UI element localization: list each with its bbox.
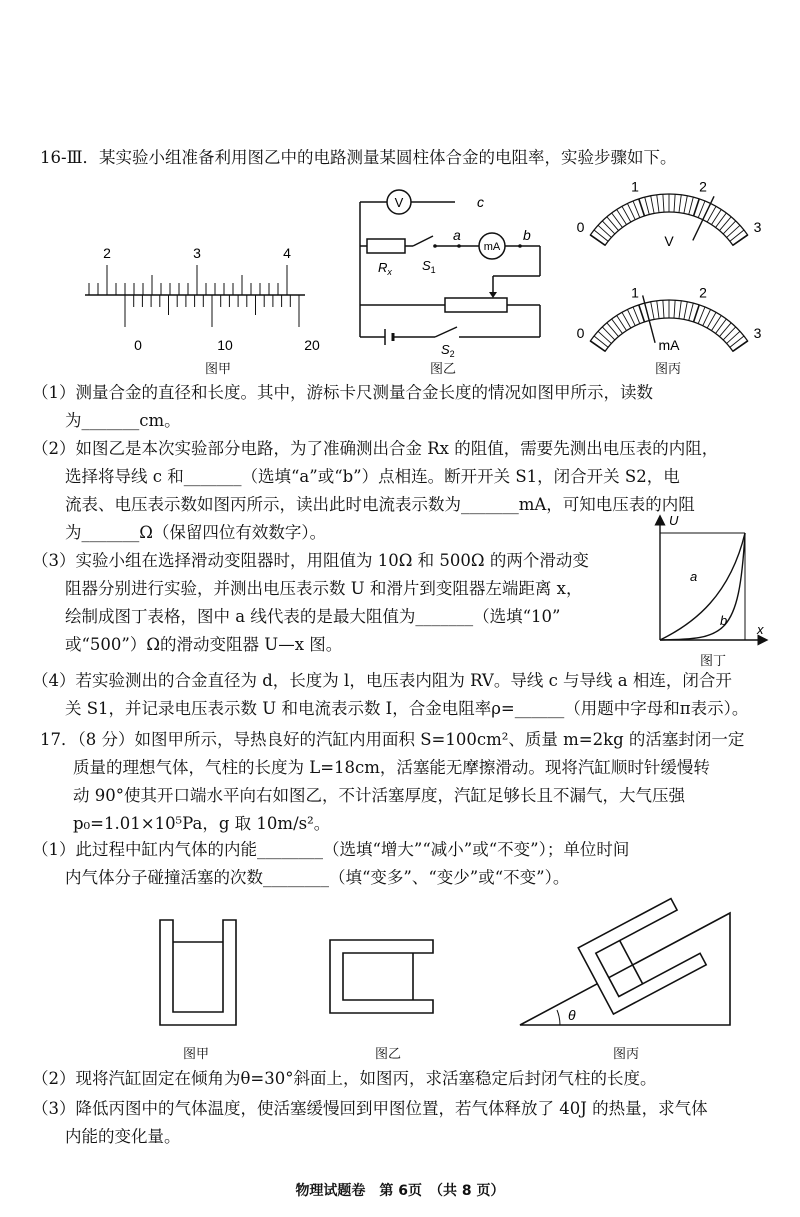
q16-line-5: 流表、电压表示数如图丙所示，读出此时电流表示数为_______mA，可知电压表的内阻 — [32, 495, 695, 514]
vernier-caliper-figure — [85, 240, 320, 370]
q17-line-9: 内能的变化量。 — [32, 1127, 181, 1146]
vernier-scale-ticks — [125, 295, 299, 327]
main-scale-ticks — [89, 265, 287, 295]
y-axis-label: U — [669, 513, 679, 528]
meter-scale-label: 1 — [631, 284, 639, 301]
curve-a — [660, 533, 745, 640]
meter-tick — [598, 225, 611, 237]
fig-ding-caption: 图丁 — [700, 654, 727, 669]
label-s2: $S_2$ — [441, 342, 455, 359]
meter-tick — [689, 197, 694, 214]
theta-label: θ — [568, 1007, 576, 1023]
q17-line-5: （1）此过程中缸内气体的内能________（选填“增大”“减小”或“不变”）；单位时间 — [32, 840, 630, 859]
q16-line-7: （3）实验小组在选择滑动变阻器时，用阻值为 10Ω 和 500Ω 的两个滑动变 — [32, 551, 589, 570]
label-rx: $R_x$ — [378, 260, 392, 277]
label-c: c — [477, 194, 484, 210]
label-b: b — [523, 227, 531, 243]
meter-tick — [679, 195, 681, 213]
curve-b — [660, 533, 745, 640]
label-s1: $S_1$ — [422, 258, 436, 275]
meter-tick — [607, 217, 619, 231]
meter-tick — [733, 341, 748, 351]
cylinder-horizontal — [328, 938, 440, 1018]
meter-tick — [723, 221, 736, 234]
q16-line-10: 或“500”）Ω的滑动变阻器 U—x 图。 — [32, 635, 343, 654]
main-label-4: 4 — [283, 245, 291, 261]
meter-tick — [633, 307, 640, 324]
q17-line-3: 动 90°使其开口端水平向右如图乙，不计活塞厚度，汽缸足够长且不漏气，大气压强 — [40, 786, 685, 805]
meters-figure — [565, 178, 775, 353]
meter-tick — [602, 327, 615, 340]
meter-tick — [694, 305, 700, 322]
meter-scale-label: 0 — [576, 219, 585, 236]
fig17-yi-caption: 图乙 — [375, 1047, 402, 1062]
meter-tick — [684, 302, 687, 320]
meter-tick — [598, 331, 611, 343]
q16-line-11: （4）若实验测出的合金直径为 d，长度为 l，电压表内阻为 RV。导线 c 与导线 a 相连，闭合开 — [32, 671, 732, 690]
meter-tick — [679, 301, 681, 319]
ma-unit: mA — [658, 337, 680, 353]
meter-tick — [698, 201, 705, 218]
q17-line-6: 内气体分子碰撞活塞的次数________（填“变多”、“变少”或“不变”）。 — [32, 868, 570, 887]
meter-scale-label: 0 — [576, 325, 585, 342]
meter-tick — [694, 199, 700, 216]
meter-tick — [590, 341, 605, 351]
meter-tick — [645, 197, 650, 214]
ammeter-symbol: mA — [483, 241, 501, 253]
q17-line-7: （2）现将汽缸固定在倾角为θ=30°斜面上，如图丙，求活塞稳定后封闭气柱的长度。 — [32, 1069, 657, 1088]
page-footer: 物理试题卷 第 6页 （共 8 页） — [295, 1183, 505, 1199]
cylinder-on-incline — [520, 895, 745, 1030]
q16-line-4: 选择将导线 c 和_______（选填“a”或“b”）点相连。断开开关 S1，闭合开关 S2，电 — [32, 467, 680, 486]
meter-tick — [602, 221, 615, 234]
meter-scale-label: 3 — [753, 325, 762, 342]
meter-tick — [698, 307, 705, 324]
fig17-bing-caption: 图丙 — [613, 1047, 640, 1062]
meter-tick — [674, 194, 675, 212]
meter-tick — [684, 196, 687, 214]
meter-tick — [633, 201, 640, 218]
meter-tick — [639, 305, 645, 322]
meter-tick — [663, 300, 664, 318]
meter-tick — [727, 225, 740, 237]
fig-jia-caption: 图甲 — [205, 362, 232, 377]
meter-scale-label: 1 — [631, 178, 639, 195]
q16-line-1: （1）测量合金的直径和长度。其中，游标卡尺测量合金长度的情况如图甲所示，读数 — [32, 383, 653, 402]
meter-scale-label: 3 — [753, 219, 762, 236]
meter-scale-label: 2 — [699, 178, 707, 195]
circuit-figure — [355, 192, 555, 359]
voltmeter-symbol: V — [394, 195, 404, 210]
cylinder-upright — [158, 920, 238, 1030]
meter-tick — [657, 301, 659, 319]
meter-tick — [657, 195, 659, 213]
meter-tick — [639, 199, 645, 216]
meter-tick — [607, 323, 619, 337]
q16-line-2: 为_______cm。 — [32, 411, 181, 430]
q17-line-1: 17．（8 分）如图甲所示，导热良好的汽缸内用面积 S=100cm²、质量 m=2kg 的活塞封闭一定 — [40, 730, 745, 749]
meter-tick — [651, 302, 654, 320]
fig-bing-caption: 图丙 — [655, 362, 682, 377]
meter-tick — [723, 327, 736, 340]
v-unit: V — [664, 233, 674, 249]
meter-tick — [733, 235, 748, 245]
q17-line-4: p₀=1.01×10⁵Pa，g 取 10m/s²。 — [40, 814, 331, 833]
meter-tick — [663, 194, 664, 212]
meter-scale-label: 2 — [699, 284, 707, 301]
meter-tick — [590, 235, 605, 245]
x-axis-label: x — [757, 622, 764, 637]
u-x-graph — [655, 515, 770, 645]
main-label-3: 3 — [193, 245, 201, 261]
q16-line-8: 阻器分别进行实验，并测出电压表示数 U 和滑片到变阻器左端距离 x， — [32, 579, 583, 598]
vernier-label-10: 10 — [217, 337, 233, 353]
vernier-label-0: 0 — [134, 337, 142, 353]
label-a: a — [453, 227, 461, 243]
meter-tick — [674, 300, 675, 318]
meter-tick — [689, 303, 694, 320]
meter-tick — [719, 323, 731, 337]
curve-a-label: a — [690, 569, 698, 584]
meter-tick — [651, 196, 654, 214]
meter-tick — [719, 217, 731, 231]
q16-intro: 16-Ⅲ．某实验小组准备利用图乙中的电路测量某圆柱体合金的电阻率，实验步骤如下。 — [40, 148, 677, 167]
q17-line-2: 质量的理想气体，气柱的长度为 L=18cm，活塞能无摩擦滑动。现将汽缸顺时针缓慢转 — [40, 758, 710, 777]
q16-line-9: 绘制成图丁表格，图中 a 线代表的是最大阻值为_______（选填“10” — [32, 607, 561, 626]
fig-yi-caption: 图乙 — [430, 362, 457, 377]
q17-line-8: （3）降低丙图中的气体温度，使活塞缓慢回到甲图位置，若气体释放了 40J 的热量，求气体 — [32, 1099, 708, 1118]
meter-tick — [727, 331, 740, 343]
meter-needle — [693, 196, 714, 240]
vernier-label-20: 20 — [304, 337, 320, 353]
q16-line-12: 关 S1，并记录电压表示数 U 和电流表示数 I，合金电阻率ρ=______（用题中字母和π表示）。 — [32, 699, 749, 718]
q16-line-3: （2）如图乙是本次实验部分电路，为了准确测出合金 Rx 的阻值，需要先测出电压表的内阻， — [32, 439, 719, 458]
main-label-2: 2 — [103, 245, 111, 261]
q16-line-6: 为_______Ω（保留四位有效数字）。 — [32, 523, 327, 542]
curve-b-label: b — [720, 613, 728, 628]
fig17-jia-caption: 图甲 — [183, 1047, 210, 1062]
